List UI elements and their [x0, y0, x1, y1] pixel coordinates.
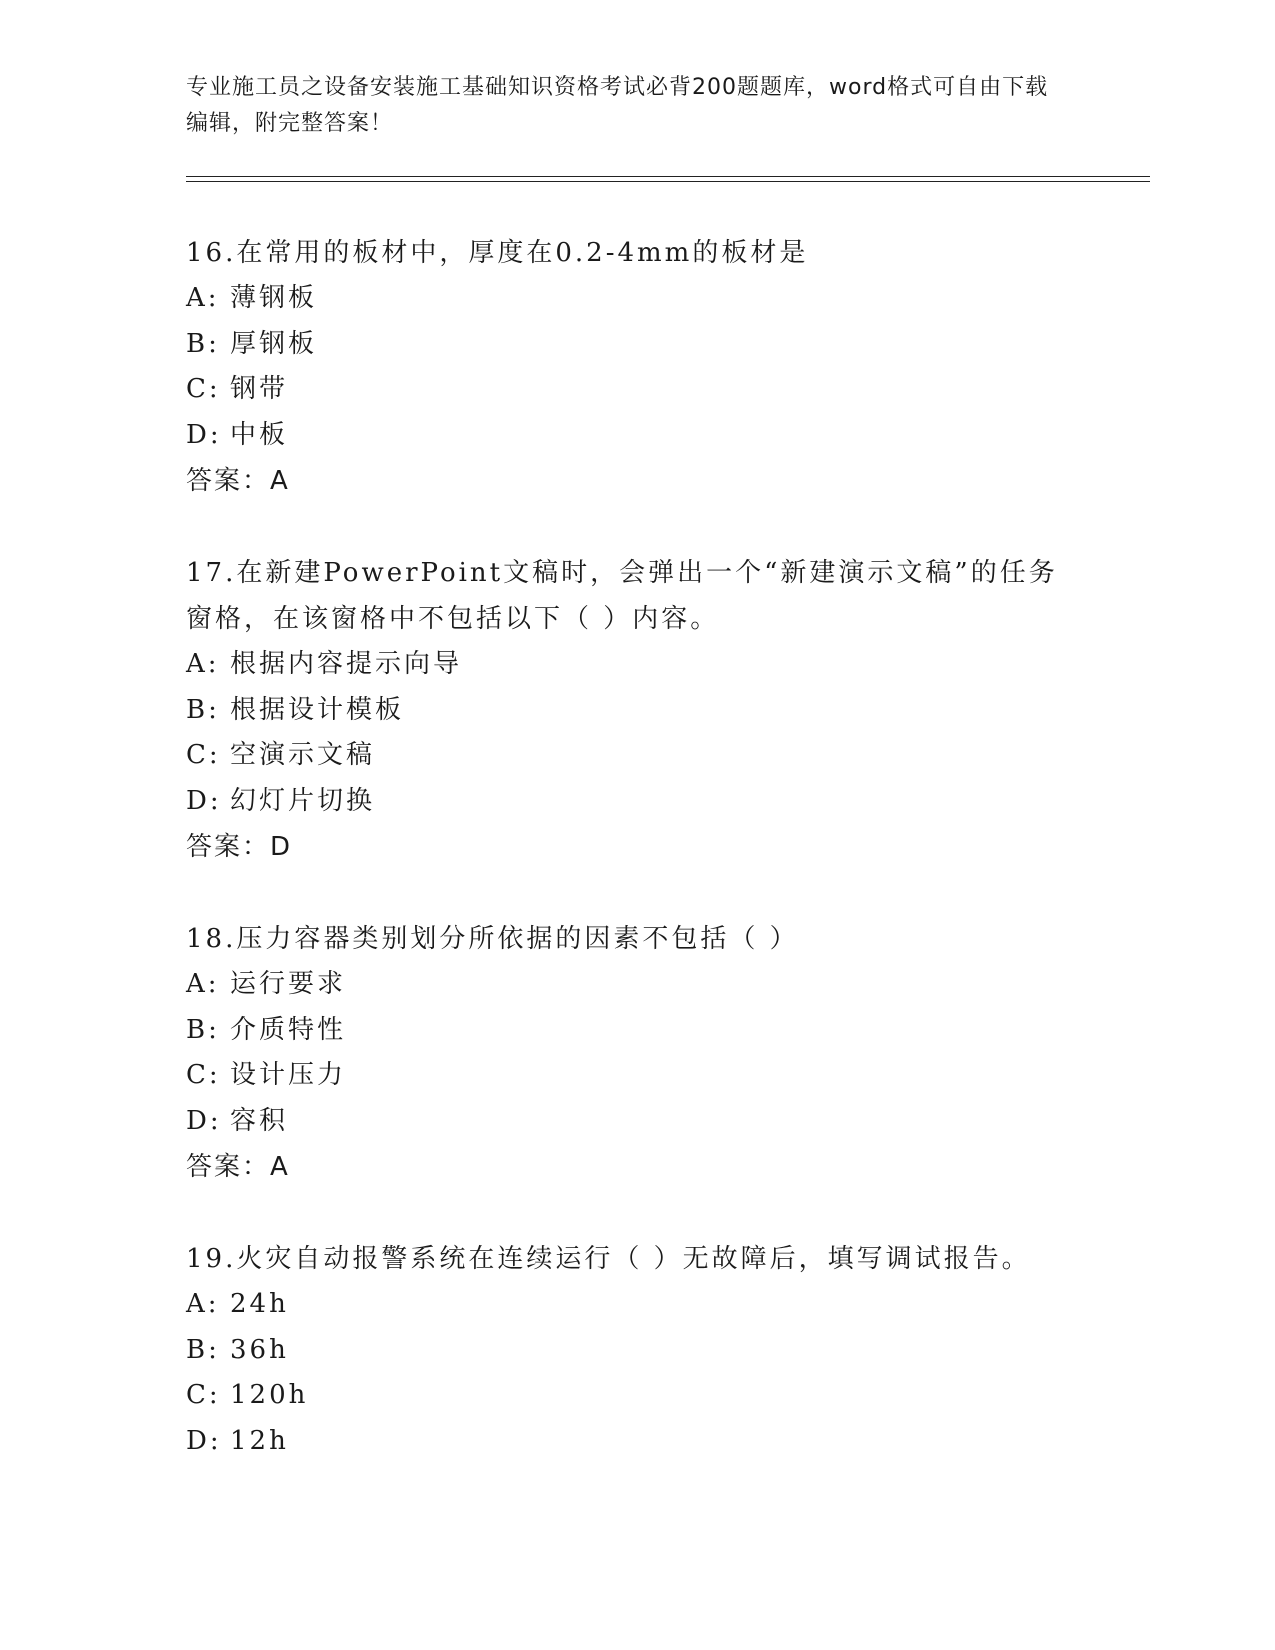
option-text: 24h [230, 1289, 289, 1319]
question-17 [186, 550, 1086, 870]
option-b [186, 688, 1086, 734]
option-text: 幻灯片切换 [230, 785, 376, 816]
option-key: D: [186, 419, 222, 450]
option-key: D: [186, 1425, 222, 1456]
option-b [186, 1328, 1086, 1374]
option-c [186, 367, 1086, 413]
option-key: A: [186, 1289, 220, 1319]
question-18 [186, 916, 1086, 1190]
option-text: 中板 [230, 419, 289, 450]
header-rule-bottom [186, 181, 1150, 182]
option-key: A: [186, 283, 220, 313]
option-key: B: [186, 694, 220, 725]
answer-line: 答案：D [186, 832, 293, 862]
option-key: D: [186, 1105, 222, 1136]
option-key: D: [186, 785, 222, 816]
question-text: 19.火灾自动报警系统在连续运行（ ）无故障后，填写调试报告。 [186, 1244, 1031, 1274]
option-d [186, 1419, 1086, 1465]
option-text: 容积 [230, 1105, 289, 1136]
option-key: B: [186, 1334, 220, 1365]
answer-line: 答案：A [186, 466, 290, 496]
option-key: B: [186, 328, 220, 359]
option-d [186, 779, 1086, 825]
option-key: A: [186, 649, 220, 679]
option-a [186, 276, 1086, 322]
option-a [186, 962, 1086, 1008]
answer-line: 答案：A [186, 1152, 290, 1182]
option-text: 厚钢板 [230, 328, 318, 359]
option-text: 钢带 [230, 374, 289, 404]
question-text: 17.在新建PowerPoint文稿时，会弹出一个“新建演示文稿”的任务窗格，在该窗格中不包括以下（ ）内容。 [186, 558, 1058, 634]
option-text: 36h [230, 1334, 289, 1365]
option-c [186, 1053, 1086, 1099]
option-key: C: [186, 1060, 221, 1090]
option-key: B: [186, 1014, 220, 1045]
document-header: 专业施工员之设备安装施工基础知识资格考试必背200题题库，word格式可自由下载编辑，附完整答案！ [186, 75, 1049, 136]
option-key: C: [186, 740, 221, 770]
option-c [186, 733, 1086, 779]
option-key: C: [186, 374, 221, 404]
question-text: 18.压力容器类别划分所依据的因素不包括（ ） [186, 924, 799, 954]
option-text: 根据设计模板 [230, 694, 405, 725]
option-d [186, 1099, 1086, 1145]
question-16 [186, 230, 1086, 504]
option-text: 介质特性 [230, 1014, 347, 1045]
option-key: C: [186, 1380, 221, 1410]
option-text: 根据内容提示向导 [230, 649, 463, 679]
question-list [186, 230, 1086, 1510]
option-text: 120h [230, 1380, 309, 1410]
option-a [186, 1282, 1086, 1328]
option-text: 薄钢板 [230, 283, 318, 313]
option-text: 设计压力 [230, 1060, 347, 1090]
option-key: A: [186, 969, 220, 999]
option-b [186, 1008, 1086, 1054]
option-text: 12h [230, 1425, 289, 1456]
question-text: 16.在常用的板材中，厚度在0.2-4mm的板材是 [186, 238, 809, 268]
option-a [186, 642, 1086, 688]
option-c [186, 1373, 1086, 1419]
header-rule-top [186, 176, 1150, 177]
option-text: 空演示文稿 [230, 740, 376, 770]
question-19 [186, 1236, 1086, 1464]
option-d [186, 413, 1086, 459]
option-b [186, 322, 1086, 368]
option-text: 运行要求 [230, 969, 347, 999]
